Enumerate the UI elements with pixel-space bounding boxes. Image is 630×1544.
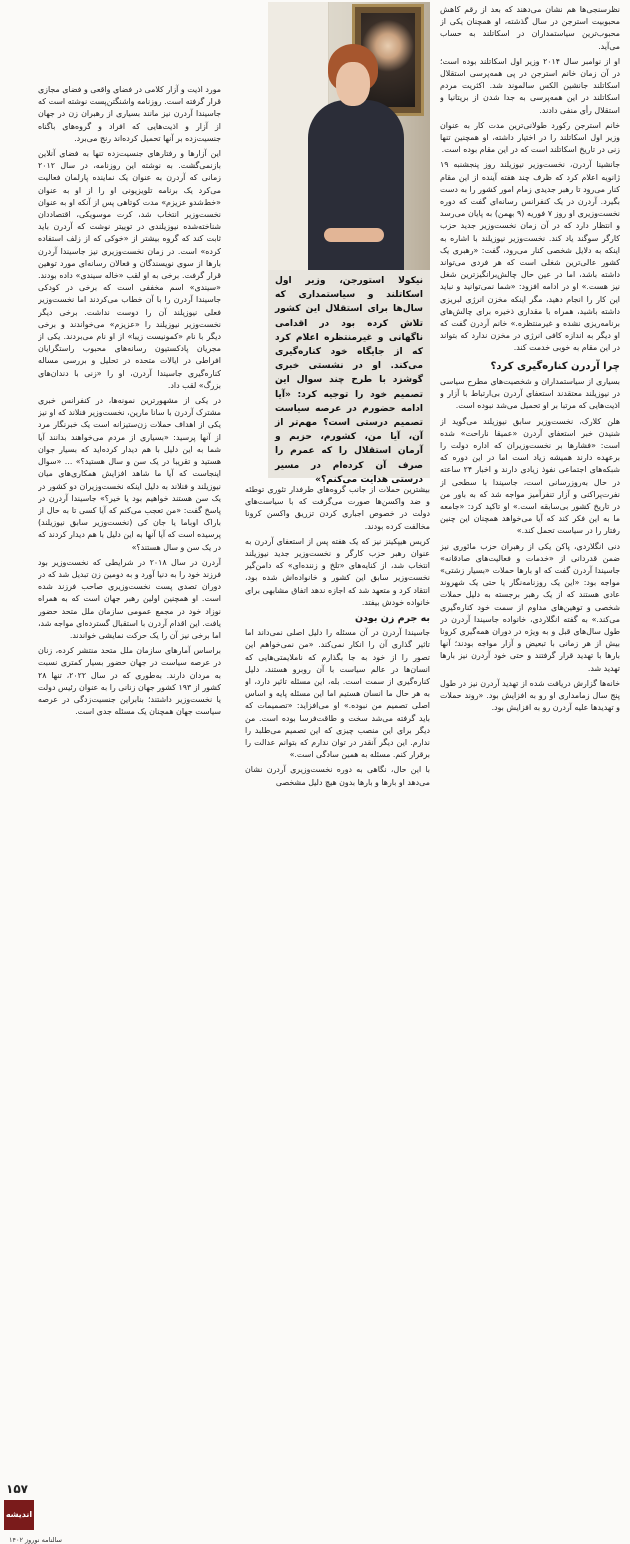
paragraph: خانه‌ها گزارش دریافت شده از تهدید آردرن نیز در طول پنج سال زمامداری او رو به افزایش بود. «روند حملات و تهدیدها علیه آردرن رو به افزایش بود. bbox=[440, 678, 620, 713]
paragraph: بسیاری از سیاستمداران و شخصیت‌های مطرح سیاسی در نیوزیلند معتقدند استعفای آردرن بی‌ارتباط با آزار و اذیت‌هایی که مرتبا بر او تحمیل می‌شد نبوده است. bbox=[440, 376, 620, 411]
paragraph: در یکی از مشهورترین نمونه‌ها، در کنفرانس خبری مشترک آردرن با سانا مارین، نخست‌وزیر فنلاند که او نیز یکی از اهداف حملات زن‌ستیزانه است یک خبرنگار مرد از آنها پرسید: «بسیاری از مردم می‌خواهند بدانند آیا شما به این دلیل با هم دیدار کرده‌اید که بسیار جوان هستید و تقریبا در یک سن و سال هستید؟» ... «سوال اینجاست که آیا ما شاهد افزایش همکاری‌های میان نیوزیلند و فنلاند به دلیل اینکه نخست‌وزیران دو کشور در یک سن هستند خواهیم بود یا خیر؟» جاسیندا آردرن در پاسخ گفت: «من تعجب می‌کنم که آیا کسی تا به حال از باراک اوباما یا جان کی (نخست‌وزیر سابق نیوزیلند) پرسیده است که آیا آنها به این دلیل با هم دیدار کردند که در یک سن و سال هستند؟» bbox=[38, 396, 221, 552]
paragraph: با این حال، نگاهی به دوره نخست‌وزیری آردرن نشان می‌دهد او بارها و بارها بدون هیچ دلیل مشخصی bbox=[245, 765, 430, 787]
paragraph: خانم استرجن رکورد طولانی‌ترین مدت کار به عنوان وزیر اول اسکاتلند را در اختیار داشته، او همچنین تنها زنی در تاریخ اسکاتلند است که در این مقام بوده است. bbox=[440, 120, 620, 155]
paragraph: هلن کلارک، نخست‌وزیر سابق نیوزیلند می‌گوید از شنیدن خبر استعفای آردرن «عمیقا ناراحت» شده است: «فشارها بر نخست‌وزیران که اداره دولت را برعهده دارند همیشه زیاد است اما در این دوره که شبکه‌های اجتماعی نفوذ زیادی دارند و اخبار ۲۴ ساعته در حال به‌روزرسانی است، جاسیندا با سطحی از نفرت‌پراکنی و آزار تنفرآمیز مواجه شد که به باور من در تاریخ کشور بی‌سابقه است.» او تاکید کرد: «جامعه ما به این فکر کند که آیا می‌خواهد همچنان این چنین رفتار را در سیاست تحمل کند.» bbox=[440, 416, 620, 536]
article-column-left bbox=[38, 84, 221, 804]
issue-label: سالنامه نوروز ۱۴۰۲ bbox=[8, 1536, 62, 1544]
paragraph: این آزارها و رفتارهای جنسیت‌زده تنها به فضای آنلاین بازنمی‌گشت. به نوشته این روزنامه، در سال ۲۰۱۲ زمانی که آردرن به عنوان یک نماینده پارلمان فعالیت می‌کرد یک برنامه تلویزیونی او را از او به عنوان «خط‌شدو عزیزم» مدت کوتاهی پس از آنکه او به عنوان نخست‌وزیر انتخاب شد، کرت موسویکی، اقتصاددان شناخته‌شده نیوزیلندی در توییتر نوشت که آردرن باید ثابت کند که گروه بیشتر از «خوکی که از زلف استفاده کرده» است. در زمان نخست‌وزیری نیز جاسیندا آردرن بارها از سوی نویسندگان و فعالان رسانه‌ای مورد توهین قرار گرفت. برخی به او لقب «خاله سیندی» داده بودند. «سیندی» اسم مخففی است که برخی در کودکی جاسیندا آردرن را با آن خطاب می‌کردند اما نخست‌وزیر فعلی نیوزیلند آن را دوست نداشت. برخی دیگر نخست‌وزیر نیوزیلند را «عزیزم» می‌خواندند و برخی دیگر با نام «کمونیست زیبا» از او نام می‌بردند. یکی از مجریان پادکستیون رسانه‌های محبوب راستگرایان افراطی در ایالات متحده در تحلیل و بررسی مساله کناره‌گیری جاسیندا آردرن، او را «زنی با دندان‌های بزرگ» لقب داد. bbox=[38, 149, 221, 390]
section-heading: به جرم زن بودن bbox=[354, 613, 430, 625]
paragraph: جاسیندا آردرن در آن مسئله را دلیل اصلی نمی‌داند اما تاثیر گذاری آن را انکار نمی‌کند. «من نمی‌خواهم این تصور را از خود به جا بگذارم که ناملایمتی‌هایی که انسان‌ها در عالم سیاست با آن روبرو هستند، دلیل کناره‌گیری از سمت است. بله، این مسئله تاثیر دارد، او به هر حال ما انسان هستیم اما این مسئله پایه و اساس اصلی تصمیم من نبوده.» او می‌افزاید: «تصمیمات که باید گرفته می‌شد سخت و طاقت‌فرسا بوده است. من دیگر برای این منصب چیزی که این تصمیم می‌طلبد را ندارم. این دیگر آنقدر در توان ندارم که بتوانم عدالت را برقرار کنم. مسئله به همین سادگی است.» bbox=[245, 628, 430, 760]
pull-quote bbox=[268, 270, 430, 485]
section-heading: چرا آردرن کناره‌گیری کرد؟ bbox=[490, 360, 620, 372]
page-number: ۱۵۷ bbox=[6, 1482, 28, 1496]
photo-figure-body bbox=[308, 100, 404, 270]
article-photo bbox=[268, 2, 430, 270]
paragraph: براساس آمارهای سازمان ملل متحد منتشر کرده، زنان در عرصه سیاست در جهان حضور بسیار کمتری نسبت به مردان دارند. به‌طوری که در سال ۲۰۲۲، تنها ۲۸ کشور از ۱۹۳ کشور جهان زنانی را به عنوان رئیس دولت یا نخست‌وزیر داشتند؛ بنابراین جنسیت‌زدگی در عرصه سیاست جهان همچنان یک مسئله جدی است. bbox=[38, 646, 221, 717]
paragraph: جانشینا آردرن، نخست‌وزیر نیوزیلند روز پنجشنبه ۱۹ ژانویه اعلام کرد که ظرف چند هفته آینده از این مقام کنار می‌رود تا رهبر جدیدی زمام امور کشور را به دست بگیرد. آردرن در یک کنفرانس رسانه‌ای گفت که دوره نخست‌وزیری او روز ۷ فوریه (۹ بهمن) به پایان می‌رسد و انتظار دارد که در آن زمان نخست‌وزیر جدید حزب کارگر سوگند یاد کند. نخست‌وزیر نیوزیلند با اشاره به اینکه به دلایل شخصی کنار می‌رود، گفت: «رهبری یک کشور عالی‌ترین شغلی است که هر فردی می‌تواند داشته باشد، اما در عین حال چالش‌برانگیزترین شغل نیز هست.» او در ادامه افزود: «شما نمی‌توانید و نباید این کار را انجام دهید، مگر اینکه مخزن انرژی لبریزی داشته باشید، همراه با مقداری ذخیره برای چالش‌های برنامه‌ریزی نشده و غیرمنتظره.» خانم آردرن گفت که او دیگر به اندازه کافی انرژی در مخزن ندارد که بتواند در این مقام به خوبی خدمت کند. bbox=[440, 160, 620, 353]
paragraph: کریس هیپکینز نیز که یک هفته پس از استعفای آردرن به عنوان رهبر حزب کارگر و نخست‌وزیر جدید نیوزیلند انتخاب شد، از کنایه‌های «تلخ و زننده‌ای» که دامن‌گیر نخست‌وزیر سابق این کشور و خانواده‌اش شده بود، انتقاد کرد و متعهد شد که اجازه ندهد اتفاق مشابهی برای خانواده خودش بیفتد. bbox=[245, 536, 430, 607]
paragraph: او از نوامبر سال ۲۰۱۴ وزیر اول اسکاتلند بوده است؛ در آن زمان خانم استرجن در پی همه‌پرسی استقلال اسکاتلند جانشین الکس سالموند شد. اکثریت مردم اسکاتلند در این همه‌پرسی به جدا شدن از بریتانیا و استقلال رأی منفی دادند. bbox=[440, 56, 620, 115]
photo-figure-hands bbox=[324, 228, 384, 242]
article-column-right bbox=[440, 4, 620, 810]
paragraph: بیشترین حملات از جانب گروه‌های طرفدار تئوری توطئه و ضد واکسن‌ها صورت می‌گرفت که با سیاست‌های دولت در خصوص اجباری کردن تزریق واکسن کرونا مخالفت کرده بودند. bbox=[245, 485, 430, 531]
paragraph: نظرسنجی‌ها هم نشان می‌دهند که بعد از رقم کاهش محبوبیت استرجن در سال گذشته، او همچنان یکی از محبوب‌ترین سیاستمداران در اسکاتلند به حساب می‌آید. bbox=[440, 5, 620, 51]
article-column-middle bbox=[245, 484, 430, 814]
paragraph: آردرن در سال ۲۰۱۸ در شرایطی که نخست‌وزیر بود فرزند خود را به دنیا آورد و به دومین زن تبدیل شد که در دوران تصدی پست نخست‌وزیری صاحب فرزند شده است. او همچنین اولین رهبر جهان است که به همراه نوزاد خود در مجمع عمومی سازمان ملل متحد حضور یافت. این اقدام آردرن با استقبال گسترده‌ای مواجه شد، اما برخی نیز آن را یک حرکت نمایشی خواندند. bbox=[38, 557, 221, 640]
paragraph: دنی انگلاردی، پاکن یکی از رهبران حزب مائوری نیز ضمن قدردانی از «خدمات و فعالیت‌های صادقانه» جاسیندا آردرن گفت که او بارها حملات «بسیار زشتی» مواجه بود: «این یک روزنامه‌نگار یا حتی یک شهروند عادی هستند که از یک رهبر برجسته به دلیل حملات شخصی و توهین‌های مداوم از سمت خود کناره‌گیری می‌کند.» به گفته انگلاردی، خانواده جاسیندا آردرن در طول سال‌های قبل و به ویژه در دوران همه‌گیری کرونا بیش از هر زمانی با تبعیض و آزار مواجه بودند؛ آنها بارها با تهدید قرار گرفتند و حتی خود آردرن نیز بارها تهدید شد. bbox=[440, 541, 620, 673]
brand-logo: اندیشه bbox=[4, 1500, 34, 1530]
pull-quote-text: نیکولا استورجن، وزیر اول اسکاتلند و سیاستمداری که سال‌ها برای استقلال این کشور تلاش کرده بود در اقدامی ناگهانی و غیرمنتظره اعلام کرد که از جایگاه خود کناره‌گیری می‌کند. او در نشستی خبری گوشزد با طرح چند سوال این تصمیم خود را توجیه کرد: «آیا ادامه حضورم در عرصه سیاست تصمیم درستی است؟ مهم‌تر از آن، آیا من، کشورم، حزبم و آرمان استقلال را که عمرم را صرف آن کرده‌ام در مسیر درستی هدایت می‌کنم؟» bbox=[275, 276, 423, 485]
page-footer bbox=[0, 740, 62, 1544]
paragraph: مورد اذیت و آزار کلامی در فضای واقعی و فضای مجازی قرار گرفته است. روزنامه واشنگتن‌پست نوشته است که جاسیندا آردرن نیز مانند بسیاری از رهبران زن در جهان از آزار و اذیت‌هایی که افراد و گروه‌های باگناه جنسیت‌زده بر آنها تحمیل کرده‌اند رنج می‌برد. bbox=[38, 85, 221, 143]
photo-figure-face bbox=[336, 62, 370, 106]
